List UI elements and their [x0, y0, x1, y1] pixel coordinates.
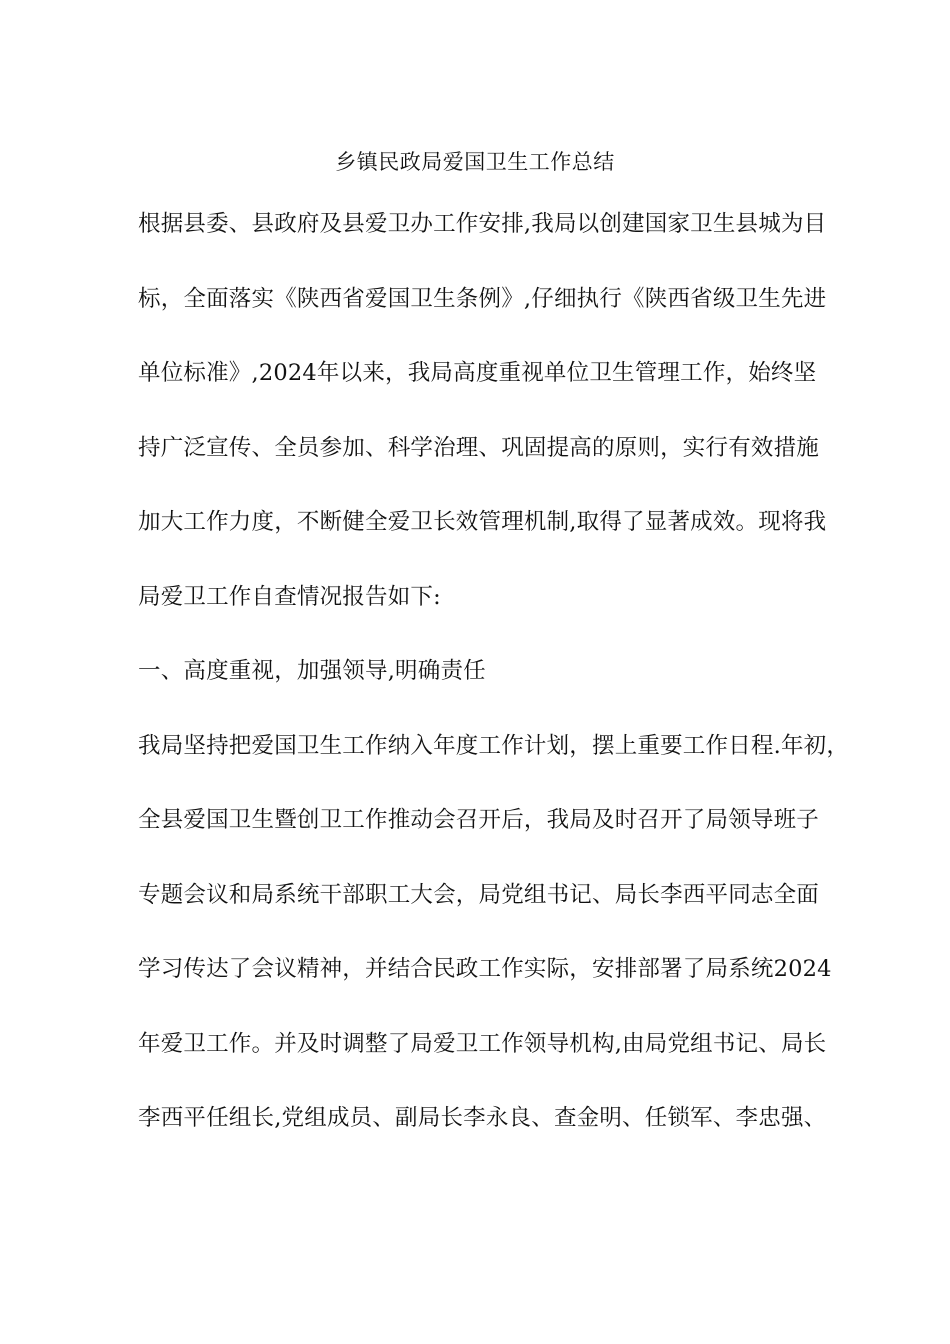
- body-line: 学习传达了会议精神，并结合民政工作实际，安排部署了局系统2024: [138, 956, 832, 982]
- body-line: 我局坚持把爱国卫生工作纳入年度工作计划，摆上重要工作日程.年初，: [138, 732, 850, 759]
- body-line: 专题会议和局系统干部职工大会，局党组书记、局长李西平同志全面: [138, 881, 820, 908]
- body-line: 单位标准》,2024年以来，我局高度重视单位卫生管理工作，始终坚: [138, 360, 817, 386]
- body-line: 局爱卫工作自查情况报告如下:: [138, 583, 441, 610]
- body-line: 全县爱国卫生暨创卫工作推动会召开后，我局及时召开了局领导班子: [138, 807, 820, 833]
- body-line: 标，全面落实《陕西省爱国卫生条例》,仔细执行《陕西省级卫生先进: [138, 285, 827, 312]
- document-body: [138, 204, 850, 1173]
- document-title: 乡镇民政局爱国卫生工作总结: [335, 150, 615, 174]
- section-heading: 一、高度重视，加强领导,明确责任: [138, 658, 486, 684]
- body-line: 持广泛宣传、全员参加、科学治理、巩固提高的原则，实行有效措施: [138, 434, 820, 461]
- body-line: 根据县委、县政府及县爱卫办工作安排,我局以创建国家卫生县城为目: [138, 211, 827, 237]
- body-line: 李西平任组长,党组成员、副局长李永良、查金明、任锁军、李忠强、: [138, 1105, 827, 1131]
- body-line: 年爱卫工作。并及时调整了局爱卫工作领导机构,由局党组书记、局长: [138, 1030, 827, 1057]
- body-line: 加大工作力度，不断健全爱卫长效管理机制,取得了显著成效。现将我: [138, 509, 827, 535]
